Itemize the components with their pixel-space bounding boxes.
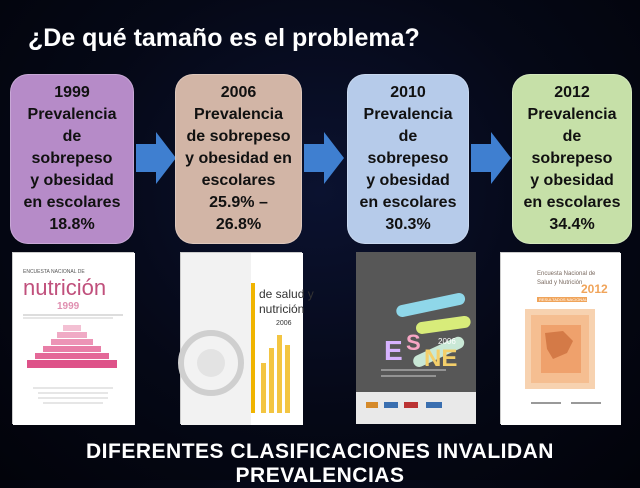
- box-line: y obesidad: [366, 172, 450, 189]
- box-line: y obesidad en: [185, 150, 292, 167]
- prevalence-box-2012: [512, 74, 632, 244]
- box-line: en escolares: [359, 194, 457, 211]
- right-arrow-icon: [304, 128, 344, 188]
- report-cover-2012: [500, 252, 620, 424]
- cover-year: 1999: [57, 301, 80, 312]
- box-line: en escolares: [523, 194, 621, 211]
- box-line: Prevalencia: [27, 106, 117, 123]
- box-line: sobrepeso: [531, 150, 613, 167]
- report-cover-2006: [180, 252, 314, 424]
- report-cover-1999: [12, 252, 134, 424]
- slide-title: ¿De qué tamaño es el problema?: [28, 24, 420, 52]
- box-line: de: [62, 128, 82, 145]
- box-line: sobrepeso: [31, 150, 113, 167]
- cover-subtitle: RESULTADOS NACIONALES: [539, 297, 593, 302]
- prevalence-box-2010: [347, 74, 469, 244]
- box-line: Prevalencia: [363, 106, 453, 123]
- cover-title: de salud y: [259, 287, 314, 301]
- cover-year: 2012: [581, 282, 608, 296]
- box-line: y obesidad: [530, 172, 614, 189]
- box-line: sobrepeso: [367, 150, 449, 167]
- cover-title: nutrición: [23, 275, 107, 300]
- box-line: 26.8%: [215, 216, 262, 233]
- box-line: de: [562, 128, 582, 145]
- cover-top-label: ENCUESTA NACIONAL DE: [23, 269, 85, 275]
- cover-year: 2006: [438, 337, 456, 346]
- box-line: de sobrepeso: [186, 128, 291, 145]
- box-line: 2012: [554, 84, 590, 101]
- box-line: 25.9% –: [209, 194, 268, 211]
- box-line: 1999: [54, 84, 90, 101]
- right-arrow-icon: [136, 128, 176, 188]
- svg-text:S: S: [406, 330, 421, 355]
- right-arrow-icon: [471, 128, 511, 188]
- footer-banner: DIFERENTES CLASIFICACIONES INVALIDAN PREVALENCIAS: [86, 440, 554, 487]
- svg-text:NE: NE: [424, 345, 458, 372]
- box-line: Prevalencia: [527, 106, 617, 123]
- cover-title-2: nutrición: [259, 302, 305, 316]
- box-line: 30.3%: [385, 216, 431, 233]
- cover-title-2: Salud y Nutrición: [537, 280, 583, 286]
- svg-text:E: E: [384, 335, 403, 366]
- report-cover-2010: [356, 252, 476, 424]
- box-line: 18.8%: [49, 216, 95, 233]
- prevalence-box-1999: [10, 74, 134, 244]
- cover-year: 2006: [276, 320, 292, 327]
- box-line: escolares: [201, 172, 276, 189]
- box-line: de: [398, 128, 418, 145]
- box-line: Prevalencia: [194, 106, 283, 123]
- box-line: 34.4%: [549, 216, 595, 233]
- box-line: y obesidad: [30, 172, 114, 189]
- box-line: 2010: [390, 84, 426, 101]
- cover-title: Encuesta Nacional de: [537, 271, 596, 277]
- prevalence-box-2006: [175, 74, 302, 244]
- box-line: en escolares: [23, 194, 121, 211]
- box-line: 2006: [220, 84, 257, 101]
